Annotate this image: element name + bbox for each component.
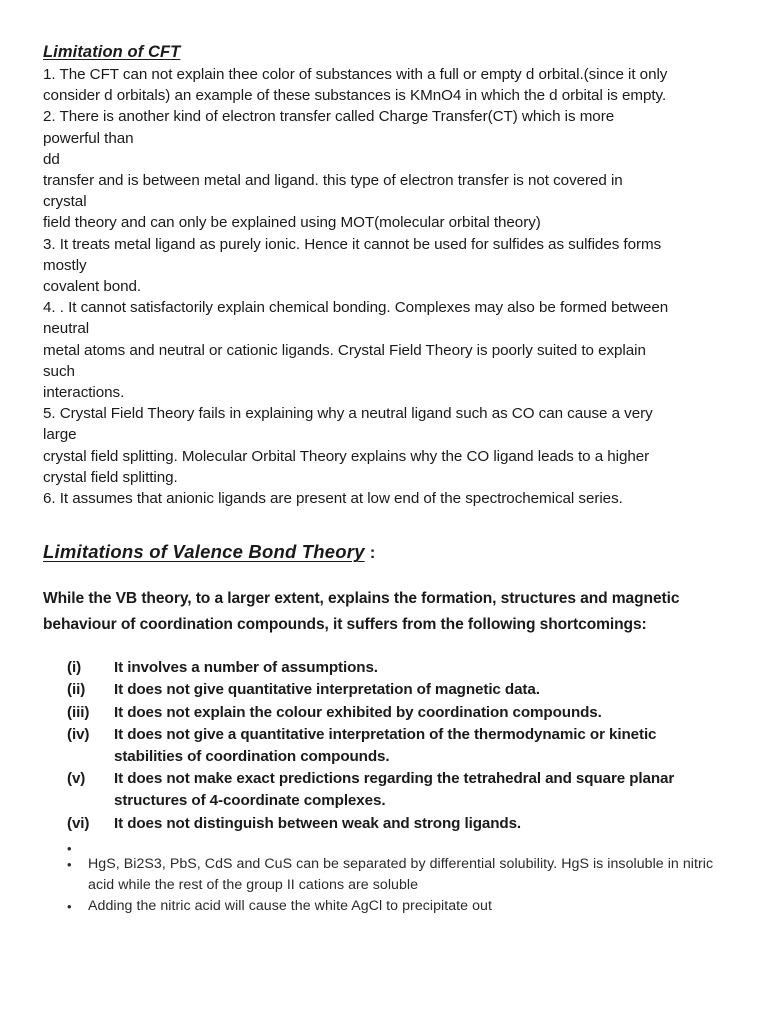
cft-line: large <box>43 426 77 444</box>
list-item-marker: (ii) <box>67 681 86 699</box>
bullet-icon: • <box>67 856 72 872</box>
vbt-section <box>43 540 724 917</box>
cft-line: transfer and is between metal and ligand. this type of electron transfer is not covered in <box>43 172 623 190</box>
list-item-label: It does not give quantitative interpretation of magnetic data. <box>114 681 540 699</box>
list-item-marker: (iii) <box>67 703 90 721</box>
cft-body <box>43 64 724 509</box>
vbt-heading-row <box>43 540 724 566</box>
cft-line: 4. . It cannot satisfactorily explain chemical bonding. Complexes may also be formed between <box>43 299 669 317</box>
list-item-marker: (iv) <box>67 725 90 743</box>
cft-line: consider d orbitals) an example of these substances is KMnO4 in which the d orbital is empty. <box>43 87 667 105</box>
list-item <box>43 813 724 835</box>
list-item <box>43 854 724 896</box>
list-item <box>43 702 724 724</box>
list-item-label: It does not give a quantitative interpretation of the thermodynamic or kinetic stabilities of coordination compounds. <box>114 725 657 766</box>
cft-line: 3. It treats metal ligand as purely ionic. Hence it cannot be used for sulfides as sulfides forms <box>43 235 662 253</box>
cft-line: metal atoms and neutral or cationic ligands. Crystal Field Theory is poorly suited to explain <box>43 341 646 359</box>
cft-line: field theory and can only be explained using MOT(molecular orbital theory) <box>43 214 541 232</box>
cft-line: 6. It assumes that anionic ligands are present at low end of the spectrochemical series. <box>43 490 623 508</box>
list-item <box>43 768 724 812</box>
cft-line: interactions. <box>43 384 125 402</box>
list-item-label: HgS, Bi2S3, PbS, CdS and CuS can be separated by differential solubility. HgS is insoluble in nitric acid while the rest of the group II cations are soluble <box>88 855 714 893</box>
vbt-intro-paragraph: While the VB theory, to a larger extent, explains the formation, structures and magnetic behaviour of coordination compounds, it suffers from the following shortcomings: <box>43 590 680 634</box>
notes-bullet-list <box>43 838 724 917</box>
cft-line: crystal <box>43 193 87 211</box>
cft-line: powerful than <box>43 129 134 147</box>
cft-line: 1. The CFT can not explain thee color of substances with a full or empty d orbital.(since it only <box>43 66 668 83</box>
list-item <box>43 896 724 917</box>
list-item-label: It does not distinguish between weak and strong ligands. <box>114 814 522 832</box>
list-item <box>43 838 724 854</box>
page-title: Limitation of CFT <box>43 43 181 61</box>
list-item-label: It does not make exact predictions regarding the tetrahedral and square planar structures of 4-coordinate complexes. <box>114 770 675 810</box>
vbt-heading: Limitations of Valence Bond Theory <box>43 541 365 563</box>
bullet-icon: • <box>67 898 72 914</box>
cft-line: crystal field splitting. Molecular Orbital Theory explains why the CO ligand leads to a higher <box>43 447 650 465</box>
list-item <box>43 724 724 768</box>
vbt-heading-colon: : <box>369 543 376 563</box>
list-item-marker: (i) <box>67 659 82 677</box>
vbt-shortcomings-list <box>43 657 724 835</box>
cft-line: 5. Crystal Field Theory fails in explaining why a neutral ligand such as CO can cause a very <box>43 405 653 423</box>
cft-line: covalent bond. <box>43 278 142 296</box>
cft-line: 2. There is another kind of electron transfer called Charge Transfer(CT) which is more <box>43 108 615 126</box>
list-item-marker: (vi) <box>67 814 90 832</box>
list-item <box>43 657 724 679</box>
list-item-marker: (v) <box>67 770 86 788</box>
cft-line: neutral <box>43 320 90 338</box>
list-item-label: Adding the nitric acid will cause the white AgCl to precipitate out <box>88 897 492 914</box>
cft-line: dd <box>43 150 60 168</box>
cft-line: such <box>43 362 75 380</box>
list-item <box>43 679 724 701</box>
bullet-icon: • <box>67 840 72 856</box>
cft-line: mostly <box>43 256 87 274</box>
list-item-label: It involves a number of assumptions. <box>114 659 378 677</box>
cft-heading-row <box>43 42 724 64</box>
cft-line: crystal field splitting. <box>43 468 178 486</box>
list-item-label: It does not explain the colour exhibited by coordination compounds. <box>114 703 602 721</box>
